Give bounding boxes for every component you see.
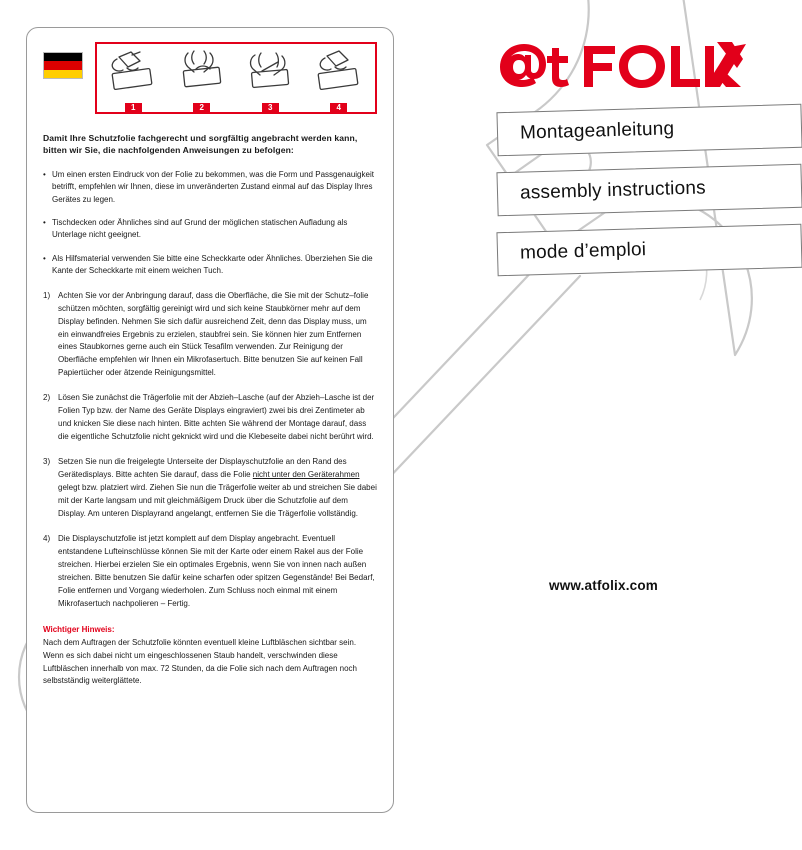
numbered-step-text-underlined: nicht unter den Geräterahmen [252, 470, 360, 480]
numbered-step [43, 392, 377, 444]
step-3-number: 3 [268, 103, 273, 112]
numbered-steps-list [43, 290, 377, 611]
step-4 [305, 47, 374, 112]
numbered-step [43, 533, 377, 611]
numbered-step-label: 3) [43, 457, 51, 467]
german-flag-icon [43, 52, 83, 79]
numbered-step [43, 456, 377, 521]
numbered-step-label: 1) [43, 290, 51, 300]
instruction-leaflet [26, 27, 394, 813]
bullet-list [43, 169, 377, 278]
numbered-step-text: Setzen Sie nun die freigelegte Unterseite der Displayschutzfolie an den Rand des Gerätedisplays. Bitte achten Sie darauf, dass die Folie [58, 457, 347, 480]
tag-mode-demploi [496, 224, 802, 276]
bullet-item: • Tischdecken oder Ähnliches sind auf Grund der möglichen statischen Aufladung als Unterlage nicht geeignet. [43, 217, 377, 242]
intro-paragraph: Damit Ihre Schutzfolie fachgerecht und sorgfältig angebracht werden kann, bitten wir Sie, die nachfolgenden Anweisungen zu befolgen: [43, 133, 358, 156]
bullet-item: • Als Hilfsmaterial verwenden Sie bitte eine Scheckkarte oder Ähnliches. Überziehen Sie die Kante der Scheckkarte mit einem weichen Tuch. [43, 253, 377, 278]
numbered-step-label: 4) [43, 533, 51, 543]
leaflet-header [43, 42, 377, 120]
step-3 [236, 47, 305, 112]
bullet-item: • Um einen ersten Eindruck von der Folie zu bekommen, was die Form und Passgenauigkeit betrifft, empfehlen wir Ihnen, diese im unveränderten Zustand einmal auf das Display Ihres Gerätes zu legen. [43, 169, 377, 206]
step-1 [99, 47, 168, 112]
step-illustration-strip [95, 42, 377, 114]
tag-assembly-instructions [496, 164, 802, 216]
website-url[interactable]: www.atfolix.com [549, 578, 659, 593]
step-1-number: 1 [131, 103, 136, 112]
hand-card-squeegee-icon [105, 47, 161, 95]
tag-montageanleitung [496, 104, 802, 156]
numbered-step-text-cont: gelegt bzw. platziert wird. Ziehen Sie nun die Trägerfolie weiter ab und streichen Sie dabei mit der Karte langsam und mit gleichmäßigem Druck über die Schutzfolie auf dem Display. Am unteren Displayrand angelangt, entfernen Sie die Trägerfolie vollständig. [58, 483, 377, 518]
step-2-number: 2 [199, 103, 204, 112]
hand-card-smooth-icon [311, 47, 367, 95]
tag-label: mode d’emploi [519, 239, 647, 264]
hands-peel-liner-icon [174, 47, 230, 95]
numbered-step [43, 290, 377, 381]
tag-label: Montageanleitung [519, 118, 675, 144]
numbered-step-text: Die Displayschutzfolie ist jetzt komplett auf dem Display angebracht. Eventuell entstandene Lufteinschlüsse können Sie mit der Karte oder einem Rakel aus der Folie streichen. Hierbei erzielen Sie ein optimales Ergebnis, wenn Sie von innen nach außen streichen. Bitte benutzen Sie dafür keine scharfen oder spitzen Gegenstände! Bei Bedarf, Folie entfernen und Vorgang wiederholen. Zum Schluss noch einmal mit einem Mikrofasertuch nachpolieren – Fertig. [58, 533, 375, 608]
numbered-step-text: Lösen Sie zunächst die Trägerfolie mit der Abzieh–Lasche (auf der Abzieh–Lasche ist der Folien Typ bzw. der Name des Geräte Displays eingraviert) zwei bis drei Zentimeter ab und knicken Sie diese nach hinten. Bitte achten Sie während der Montage darauf, dass die eigentliche Schutzfolie nicht geknickt wird und die Klebeseite dabei nicht berührt wird. [58, 393, 375, 442]
step-4-number: 4 [336, 103, 341, 112]
important-notice-body: Nach dem Auftragen der Schutzfolie könnten eventuell kleine Luftbläschen sichtbar sein. Wenn es sich dabei nicht um eingeschlossenen Staub handelt, verschwinden diese Luftbläschen innerhalb von max. 72 Stunden, da die Folie sich nach dem Auftragen noch selbstständig weiterglättete. [43, 637, 357, 686]
numbered-step-text: Achten Sie vor der Anbringung darauf, dass die Oberfläche, die Sie mit der Schutz–folie schützen möchten, sorgfältig gereinigt wird und sich keine Staubkörner mehr auf dem Display befinden. Nehmen Sie sich dafür ausreichend Zeit, denn das Display muss, um ein einwandfreies Ergebnis zu erzielen, staubfrei sein. Sie können hier zum Entfernen eines Staubkornes gerne auch ein Stück Tesafilm verwenden. Zur Reinigung der Oberfläche empfehlen wir Ihnen ein Mikrofasertuch. Bitte benutzen Sie auf keinen Fall Papiertücher oder ätzende Reinigungsmittel. [58, 290, 369, 378]
numbered-step-label: 2) [43, 393, 51, 403]
step-2 [168, 47, 237, 112]
tag-label: assembly instructions [519, 177, 707, 204]
atfolix-logo [498, 40, 748, 90]
hands-apply-film-icon [242, 47, 298, 95]
important-notice-title: Wichtiger Hinweis: [43, 624, 115, 634]
